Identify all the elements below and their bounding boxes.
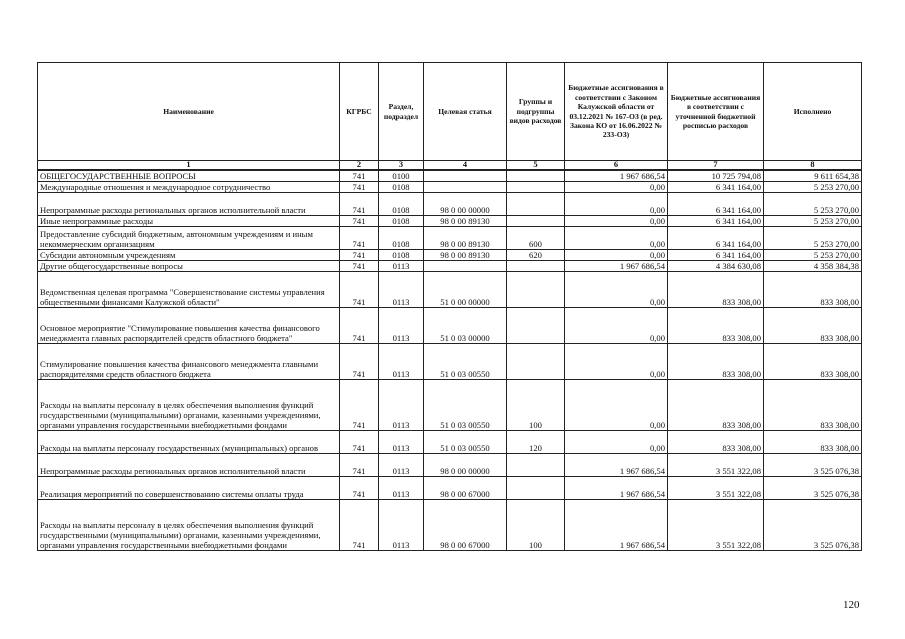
- row-kgrbs: 741: [340, 272, 379, 308]
- row-law-allocation: 0,00: [565, 344, 668, 380]
- row-section: 0113: [379, 431, 424, 454]
- table-row: [38, 216, 862, 227]
- row-executed: 4 358 384,38: [764, 261, 862, 272]
- header-section: Раздел, подраздел: [379, 63, 424, 161]
- page-number: 120: [843, 599, 860, 611]
- row-section: 0108: [379, 216, 424, 227]
- row-executed: 833 308,00: [764, 308, 862, 344]
- row-executed: 9 611 654,38: [764, 170, 862, 182]
- row-section: 0113: [379, 477, 424, 500]
- row-law-allocation: 0,00: [565, 380, 668, 431]
- row-kgrbs: 741: [340, 380, 379, 431]
- row-name: Субсидии автономным учреждениям: [38, 250, 340, 261]
- row-target: 51 0 03 00000: [424, 308, 507, 344]
- row-name: Иные непрограммные расходы: [38, 216, 340, 227]
- row-executed: 3 525 076,38: [764, 454, 862, 477]
- row-group: [507, 182, 565, 193]
- row-group: [507, 170, 565, 182]
- row-target: 51 0 00 00000: [424, 272, 507, 308]
- row-executed: 3 525 076,38: [764, 477, 862, 500]
- row-law-allocation: 1 967 686,54: [565, 261, 668, 272]
- row-refined-allocation: 3 551 322,08: [668, 454, 764, 477]
- row-section: 0113: [379, 261, 424, 272]
- row-refined-allocation: 833 308,00: [668, 272, 764, 308]
- row-group: [507, 477, 565, 500]
- header-kgrbs: КГРБС: [340, 63, 379, 161]
- row-refined-allocation: 6 341 164,00: [668, 227, 764, 250]
- row-group: [507, 193, 565, 216]
- row-section: 0108: [379, 182, 424, 193]
- row-section: 0108: [379, 193, 424, 216]
- row-name: Международные отношения и международное сотрудничество: [38, 182, 340, 193]
- row-refined-allocation: 6 341 164,00: [668, 216, 764, 227]
- row-law-allocation: 1 967 686,54: [565, 454, 668, 477]
- header-name: Наименование: [38, 63, 340, 161]
- row-executed: 833 308,00: [764, 344, 862, 380]
- row-kgrbs: 741: [340, 193, 379, 216]
- row-law-allocation: 0,00: [565, 216, 668, 227]
- row-law-allocation: 0,00: [565, 272, 668, 308]
- row-law-allocation: 0,00: [565, 182, 668, 193]
- row-target: 51 0 03 00550: [424, 344, 507, 380]
- row-section: 0108: [379, 227, 424, 250]
- row-kgrbs: 741: [340, 216, 379, 227]
- row-name: Расходы на выплаты персоналу государственных (муниципальных) органов: [38, 431, 340, 454]
- row-refined-allocation: 6 341 164,00: [668, 182, 764, 193]
- row-group: [507, 261, 565, 272]
- row-name: ОБЩЕГОСУДАРСТВЕННЫЕ ВОПРОСЫ: [38, 170, 340, 182]
- row-target: [424, 170, 507, 182]
- row-executed: 833 308,00: [764, 272, 862, 308]
- row-group: [507, 454, 565, 477]
- table-row: [38, 182, 862, 193]
- row-refined-allocation: 833 308,00: [668, 344, 764, 380]
- budget-table: [37, 62, 862, 551]
- row-name: Основное мероприятие "Стимулирование повышения качества финансового менеджмента главных распорядителей средств областного бюджета": [38, 308, 340, 344]
- header-executed: Исполнено: [764, 63, 862, 161]
- column-number: 7: [668, 161, 764, 171]
- row-section: 0113: [379, 344, 424, 380]
- row-group: [507, 344, 565, 380]
- column-number: 2: [340, 161, 379, 171]
- table-row: [38, 170, 862, 182]
- column-number: 8: [764, 161, 862, 171]
- row-name: Расходы на выплаты персоналу в целях обеспечения выполнения функций государственными (муниципальными) органами, казенными учреждениями, органами управления государственными внебюджетными фондами: [38, 380, 340, 431]
- row-law-allocation: 0,00: [565, 227, 668, 250]
- table-row: [38, 272, 862, 308]
- row-target: 51 0 03 00550: [424, 380, 507, 431]
- row-target: 98 0 00 89130: [424, 250, 507, 261]
- row-name: Непрограммные расходы региональных органов исполнительной власти: [38, 193, 340, 216]
- table-row: [38, 227, 862, 250]
- row-law-allocation: 0,00: [565, 193, 668, 216]
- table-row: [38, 250, 862, 261]
- row-executed: 5 253 270,00: [764, 250, 862, 261]
- row-law-allocation: 0,00: [565, 308, 668, 344]
- column-number: 1: [38, 161, 340, 171]
- row-target: 51 0 03 00550: [424, 431, 507, 454]
- row-name: Расходы на выплаты персоналу в целях обеспечения выполнения функций государственными (муниципальными) органами, казенными учреждениями, органами управления государственными внебюджетными фондами: [38, 500, 340, 551]
- row-section: 0113: [379, 272, 424, 308]
- table-body: [38, 170, 862, 551]
- row-section: 0113: [379, 454, 424, 477]
- row-target: 98 0 00 00000: [424, 454, 507, 477]
- column-number: 3: [379, 161, 424, 171]
- row-target: 98 0 00 89130: [424, 227, 507, 250]
- column-number: 5: [507, 161, 565, 171]
- row-law-allocation: 1 967 686,54: [565, 170, 668, 182]
- table-row: [38, 261, 862, 272]
- row-executed: 833 308,00: [764, 431, 862, 454]
- row-name: Реализация мероприятий по совершенствованию системы оплаты труда: [38, 477, 340, 500]
- header-law-allocations: Бюджетные ассигнования в соответствии с Законом Калужской области от 03.12.2021 № 167-ОЗ (в ред. Закона КО от 16.06.2022 № 233-ОЗ): [565, 63, 668, 161]
- row-group: 120: [507, 431, 565, 454]
- row-executed: 3 525 076,38: [764, 500, 862, 551]
- table-row: [38, 477, 862, 500]
- row-name: Предоставление субсидий бюджетным, автономным учреждениям и иным некоммерческим организациям: [38, 227, 340, 250]
- row-refined-allocation: 4 384 630,08: [668, 261, 764, 272]
- row-group: [507, 272, 565, 308]
- row-kgrbs: 741: [340, 477, 379, 500]
- row-kgrbs: 741: [340, 250, 379, 261]
- row-kgrbs: 741: [340, 261, 379, 272]
- row-executed: 5 253 270,00: [764, 182, 862, 193]
- row-section: 0108: [379, 250, 424, 261]
- row-group: 620: [507, 250, 565, 261]
- row-section: 0113: [379, 308, 424, 344]
- row-section: 0113: [379, 380, 424, 431]
- row-name: Другие общегосударственные вопросы: [38, 261, 340, 272]
- column-number: 4: [424, 161, 507, 171]
- row-refined-allocation: 3 551 322,08: [668, 500, 764, 551]
- column-number: 6: [565, 161, 668, 171]
- row-executed: 5 253 270,00: [764, 193, 862, 216]
- table-row: [38, 431, 862, 454]
- row-target: [424, 182, 507, 193]
- row-executed: 833 308,00: [764, 380, 862, 431]
- row-target: 98 0 00 00000: [424, 193, 507, 216]
- row-kgrbs: 741: [340, 182, 379, 193]
- row-name: Ведомственная целевая программа "Совершенствование системы управления общественными финансами Калужской области": [38, 272, 340, 308]
- row-group: 100: [507, 500, 565, 551]
- row-group: [507, 308, 565, 344]
- row-law-allocation: 0,00: [565, 431, 668, 454]
- row-target: 98 0 00 67000: [424, 500, 507, 551]
- table-row: [38, 454, 862, 477]
- row-refined-allocation: 833 308,00: [668, 431, 764, 454]
- row-name: Непрограммные расходы региональных органов исполнительной власти: [38, 454, 340, 477]
- row-name: Стимулирование повышения качества финансового менеджмента главными распорядителями средств областного бюджета: [38, 344, 340, 380]
- row-refined-allocation: 833 308,00: [668, 308, 764, 344]
- row-group: 100: [507, 380, 565, 431]
- row-refined-allocation: 6 341 164,00: [668, 250, 764, 261]
- row-law-allocation: 0,00: [565, 250, 668, 261]
- row-target: 98 0 00 67000: [424, 477, 507, 500]
- row-kgrbs: 741: [340, 227, 379, 250]
- row-kgrbs: 741: [340, 170, 379, 182]
- row-kgrbs: 741: [340, 454, 379, 477]
- table-row: [38, 308, 862, 344]
- row-refined-allocation: 3 551 322,08: [668, 477, 764, 500]
- row-group: 600: [507, 227, 565, 250]
- header-refined-allocations: Бюджетные ассигнования в соответствии с уточненной бюджетной росписью расходов: [668, 63, 764, 161]
- row-target: [424, 261, 507, 272]
- row-kgrbs: 741: [340, 308, 379, 344]
- row-refined-allocation: 833 308,00: [668, 380, 764, 431]
- row-section: 0100: [379, 170, 424, 182]
- row-group: [507, 216, 565, 227]
- row-law-allocation: 1 967 686,54: [565, 500, 668, 551]
- row-executed: 5 253 270,00: [764, 227, 862, 250]
- table-row: [38, 380, 862, 431]
- table-row: [38, 344, 862, 380]
- row-refined-allocation: 6 341 164,00: [668, 193, 764, 216]
- row-refined-allocation: 10 725 794,08: [668, 170, 764, 182]
- header-row: [38, 63, 862, 161]
- row-law-allocation: 1 967 686,54: [565, 477, 668, 500]
- row-executed: 5 253 270,00: [764, 216, 862, 227]
- row-section: 0113: [379, 500, 424, 551]
- row-kgrbs: 741: [340, 344, 379, 380]
- row-kgrbs: 741: [340, 431, 379, 454]
- column-number-row: [38, 161, 862, 171]
- header-groups: Группы и подгруппы видов расходов: [507, 63, 565, 161]
- table-row: [38, 193, 862, 216]
- table-row: [38, 500, 862, 551]
- row-target: 98 0 00 89130: [424, 216, 507, 227]
- row-kgrbs: 741: [340, 500, 379, 551]
- header-target: Целевая статья: [424, 63, 507, 161]
